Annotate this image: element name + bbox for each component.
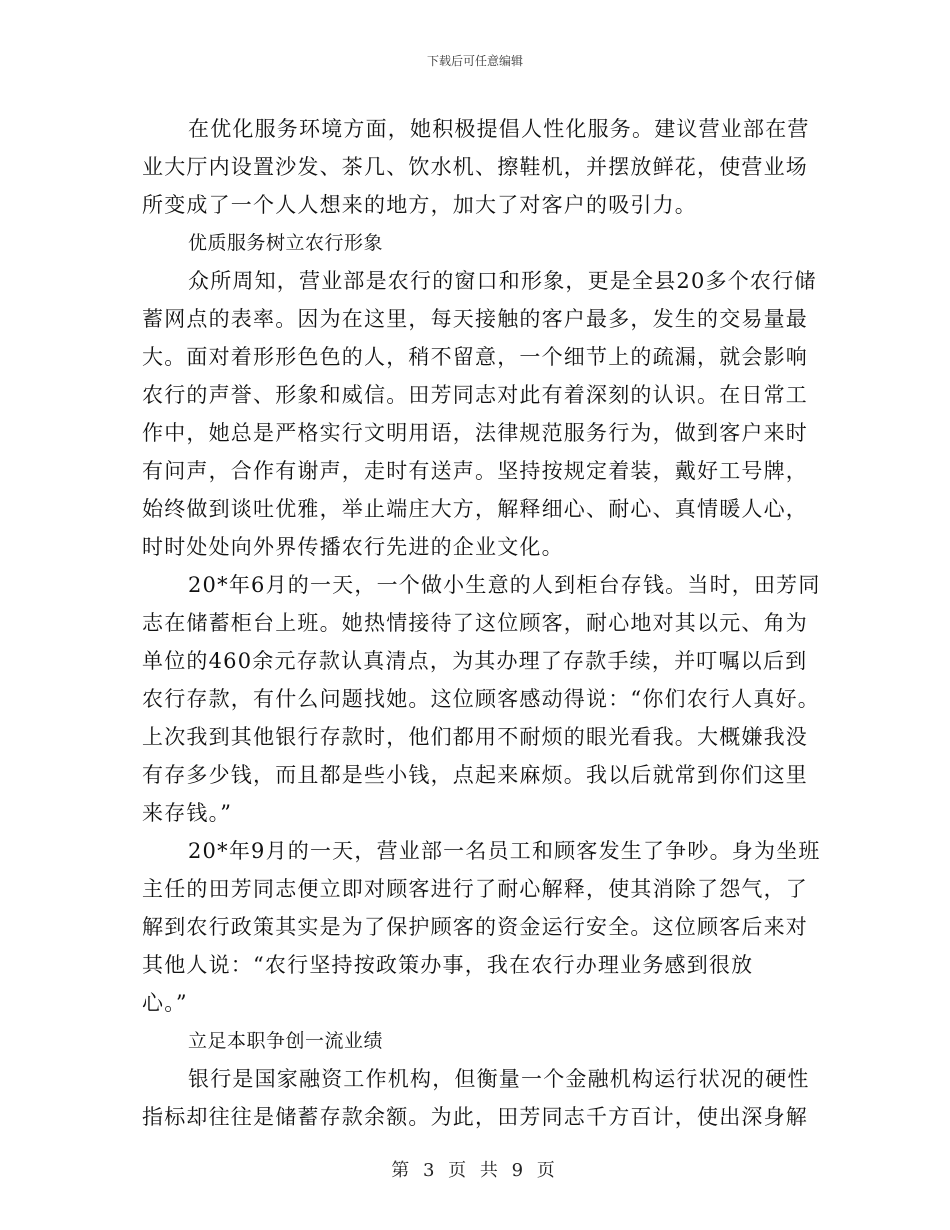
page-header: 下载后可任意编辑 [426, 54, 523, 68]
text-line: 众所周知，营业部是农行的窗口和形象，更是全县20多个农行储 [188, 269, 817, 293]
document-body [142, 110, 821, 1136]
text-line: 业大厅内设置沙发、茶几、饮水机、擦鞋机，并摆放鲜花，使营业场 [142, 155, 808, 179]
text-line: 单位的460余元存款认真清点，为其办理了存款手续，并叮嘱以后到 [142, 649, 808, 673]
text-line: 蓄网点的表率。因为在这里，每天接触的客户最多，发生的交易量最 [142, 307, 808, 331]
page-number-footer: 第 3 页 共 9 页 [391, 1160, 559, 1181]
text-line: 主任的田芳同志便立即对顾客进行了耐心解释，使其消除了怨气，了 [142, 877, 808, 901]
text-line: 有存多少钱，而且都是些小钱，点起来麻烦。我以后就常到你们这里 [142, 763, 808, 787]
text-line: 上次我到其他银行存款时，他们都用不耐烦的眼光看我。大概嫌我没 [142, 725, 808, 749]
text-line: 20*年6月的一天，一个做小生意的人到柜台存钱。当时，田芳同 [188, 573, 821, 597]
text-line: 农行存款，有什么问题找她。这位顾客感动得说：“你们农行人真好。 [142, 687, 820, 711]
text-line: 所变成了一个人人想来的地方，加大了对客户的吸引力。 [142, 193, 697, 217]
text-line: 作中，她总是严格实行文明用语，法律规范服务行为，做到客户来时 [142, 421, 808, 445]
text-line: 银行是国家融资工作机构，但衡量一个金融机构运行状况的硬性 [188, 1067, 810, 1091]
section-heading: 优质服务树立农行形象 [188, 232, 384, 254]
text-line: 解到农行政策其实是为了保护顾客的资金运行安全。这位顾客后来对 [142, 915, 808, 939]
text-line: 来存钱。” [142, 801, 233, 825]
text-line: 指标却往往是储蓄存款余额。为此，田芳同志千方百计，使出深身解 [142, 1105, 808, 1129]
text-line: 其他人说：“农行坚持按政策办事，我在农行办理业务感到很放 [142, 953, 754, 977]
text-line: 在优化服务环境方面，她积极提倡人性化服务。建议营业部在营 [188, 117, 810, 141]
text-line: 心。” [142, 991, 188, 1015]
text-line: 时时处处向外界传播农行先进的企业文化。 [142, 535, 564, 559]
text-line: 志在储蓄柜台上班。她热情接待了这位顾客，耐心地对其以元、角为 [142, 611, 808, 635]
text-line: 20*年9月的一天，营业部一名员工和顾客发生了争吵。身为坐班 [188, 839, 821, 863]
text-line: 始终做到谈吐优雅，举止端庄大方，解释细心、耐心、真情暖人心， [142, 497, 808, 521]
section-heading: 立足本职争创一流业绩 [188, 1030, 384, 1052]
text-line: 农行的声誉、形象和威信。田芳同志对此有着深刻的认识。在日常工 [142, 383, 808, 407]
text-line: 大。面对着形形色色的人，稍不留意，一个细节上的疏漏，就会影响 [142, 345, 808, 369]
text-line: 有问声，合作有谢声，走时有送声。坚持按规定着装，戴好工号牌， [142, 459, 808, 483]
